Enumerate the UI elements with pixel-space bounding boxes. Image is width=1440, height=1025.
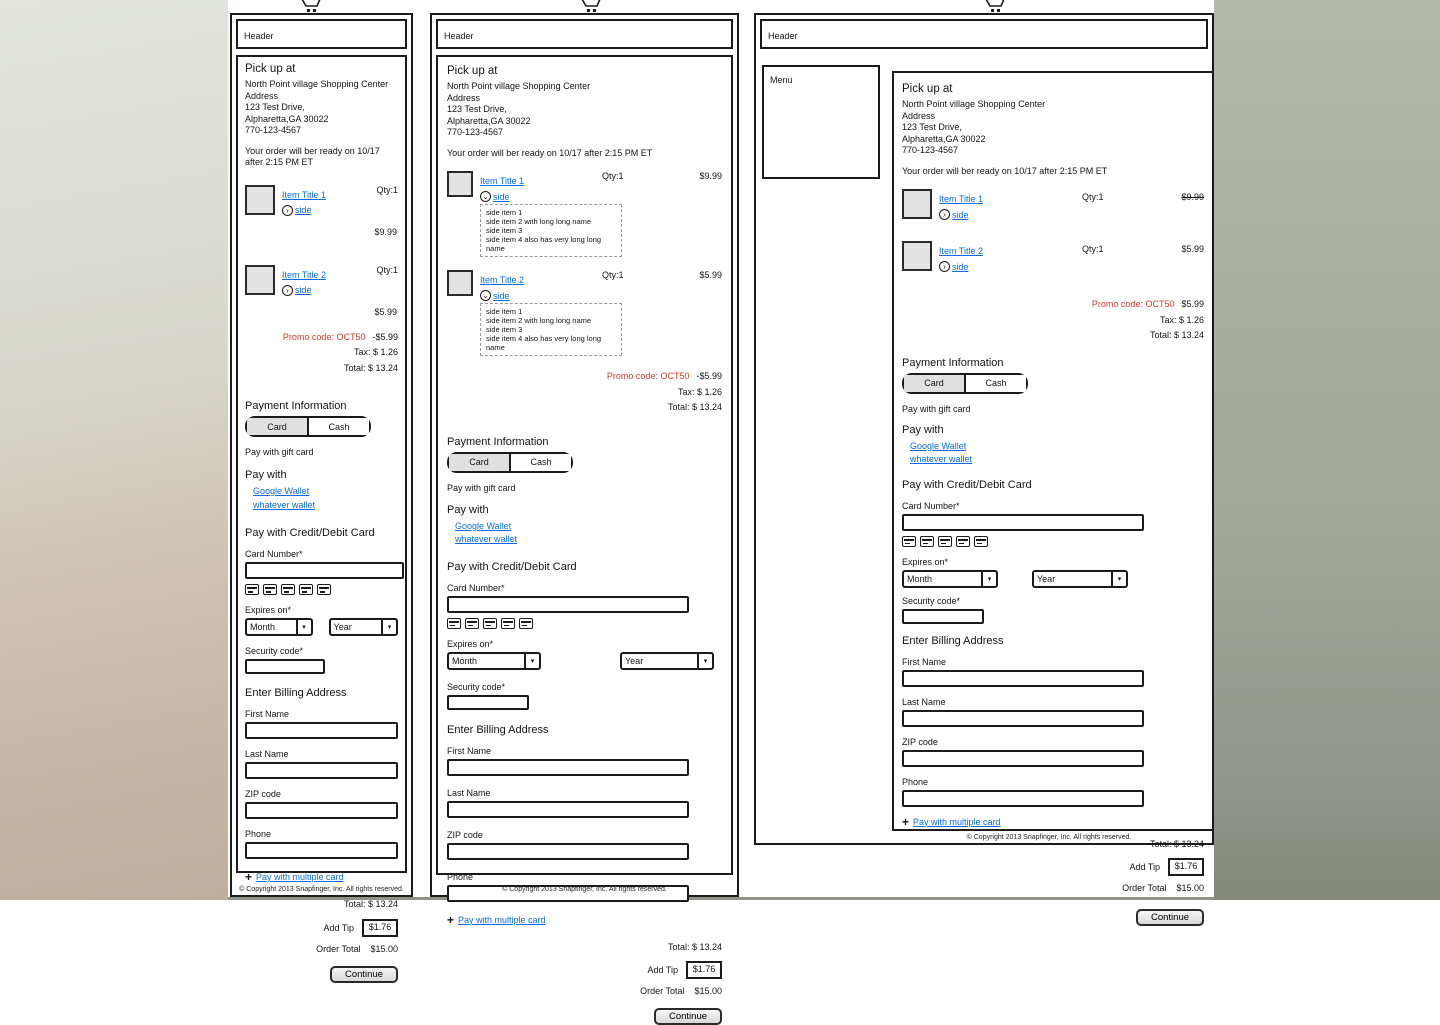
side-item: side item 3 [486,226,523,235]
credit-card-icon [902,536,916,547]
city-state-zip: Alpharetta,GA 30022 [447,115,531,126]
item-title-link[interactable]: Item Title 1 [282,189,327,200]
expand-side-icon[interactable]: › [282,205,293,216]
zip-label: ZIP code [245,789,281,799]
security-code-input[interactable] [902,609,984,624]
credit-card-icon [299,584,313,595]
item-price-struck: $9.99 [1181,192,1204,202]
billing-heading: Enter Billing Address [245,687,347,699]
zip-label: ZIP code [902,736,938,747]
year-select[interactable]: Year ▾ [329,618,398,636]
credit-card-icon [501,618,515,629]
order-total-label: Order Total [1122,883,1167,893]
credit-card-icon [938,536,952,547]
header-bar [436,19,733,49]
promo-code-label: Promo code: OCT50 [606,371,690,381]
phone-input[interactable] [902,790,1144,807]
credit-card-icon [465,618,479,629]
address-label: Address [902,110,936,121]
zip-label: ZIP code [447,829,483,840]
street: 123 Test Drive, [245,102,305,112]
wallet-link-google[interactable]: Google Wallet [253,486,310,496]
phone-label: Phone [447,871,474,882]
tax-line: Tax: $ 1.26 [353,347,398,357]
wallet-link-other[interactable]: whatever wallet [910,454,973,464]
item-title-link[interactable]: Item Title 2 [939,246,984,256]
last-name-label: Last Name [902,696,946,707]
payment-method-toggle [245,416,371,437]
header-bar [760,19,1208,49]
credit-card-icon [447,618,461,629]
street: 123 Test Drive, [902,122,962,132]
pickup-title: Pick up at [902,83,953,95]
plus-icon: + [902,814,910,829]
desktop-checkout-wireframe [754,13,1214,923]
summary-total: Total: $ 13.24 [343,899,398,909]
order-total-value: $15.00 [694,986,722,996]
city-state-zip: Alpharetta,GA 30022 [245,113,329,124]
item-price: $5.99 [374,306,397,317]
card-number-label: Card Number* [902,500,960,511]
tip-input[interactable]: $1.76 [362,919,398,937]
item-qty: Qty:1 [376,184,398,195]
item-price: $5.99 [1181,244,1204,254]
dropdown-arrow-icon: ▾ [697,654,712,668]
pay-multiple-card-link[interactable]: Pay with multiple card [256,872,344,882]
billing-heading: Enter Billing Address [447,723,549,736]
payment-heading: Payment Information [245,400,347,412]
year-select[interactable]: Year ▾ [620,652,714,670]
payment-heading: Payment Information [447,435,549,448]
item-qty: Qty:1 [602,171,624,181]
pay-multiple-card-link[interactable]: Pay with multiple card [913,816,1001,827]
store-name: North Point village Shopping Center [245,79,389,89]
credit-card-icon [281,584,295,595]
expand-side-icon[interactable]: › [282,285,293,296]
last-name-input[interactable] [902,710,1144,727]
header-bar [236,19,407,49]
mobile-checkout-wireframe [230,13,413,980]
item-price: $9.99 [699,171,722,181]
side-item: side item 2 with long long name [486,316,592,325]
side-items-list [480,204,622,257]
order-total-value: $15.00 [1176,883,1204,893]
ready-time-text: Your order will ber ready on 10/17 after 2:15 PM ET [447,147,653,158]
security-code-input[interactable] [447,695,529,710]
total-line: Total: $ 13.24 [1149,330,1204,340]
expires-label: Expires on* [245,605,292,615]
address-label: Address [245,90,279,101]
collapse-side-icon[interactable]: ⌄ [480,191,491,202]
item-thumbnail [245,265,275,295]
total-line: Total: $ 13.24 [667,402,722,412]
pay-with-heading: Pay with [902,423,944,436]
street: 123 Test Drive, [447,104,507,114]
dropdown-arrow-icon: ▾ [524,654,539,668]
pay-with-heading: Pay with [447,503,489,516]
city-state-zip: Alpharetta,GA 30022 [902,133,986,144]
security-code-label: Security code* [245,646,304,656]
item-title-link[interactable]: Item Title 2 [480,275,525,285]
side-item: side item 1 [486,208,523,217]
header-label: Header [768,31,798,41]
item-thumbnail [447,270,473,296]
first-name-input[interactable] [245,722,398,739]
payment-method-toggle [447,452,573,473]
item-thumbnail [902,189,932,219]
cart-icon [984,0,1006,14]
item-price: $9.99 [374,226,397,237]
side-item: side item 4 also has very long long name [486,334,602,352]
plus-icon: + [447,912,455,927]
tab-cash[interactable]: Cash [309,418,369,435]
header-label: Header [444,31,474,41]
menu-label: Menu [770,75,793,85]
tab-card[interactable]: Card [904,375,966,392]
continue-button[interactable]: Continue [330,966,398,983]
dropdown-arrow-icon: ▾ [381,620,396,634]
security-code-label: Security code* [447,681,506,692]
card-number-input[interactable] [245,562,404,579]
ready-time-text: Your order will ber ready on 10/17 after 2:15 PM ET [902,165,1108,176]
billing-heading: Enter Billing Address [902,634,1004,647]
credit-card-icon [317,584,331,595]
total-line: Total: $ 13.24 [343,362,398,373]
credit-card-icon [519,618,533,629]
wallet-link-google[interactable]: Google Wallet [455,520,512,531]
pay-with-heading: Pay with [245,469,287,481]
copyright: © Copyright 2013 Snapfinger, Inc. All rights reserved. [966,834,1132,841]
promo-amount: $5.99 [1181,299,1204,309]
side-link[interactable]: side [493,290,510,301]
order-total-label: Order Total [640,986,685,996]
credit-card-icon [263,584,277,595]
add-tip-label: Add Tip [323,922,354,933]
zip-input[interactable] [447,843,689,860]
expires-label: Expires on* [447,638,494,649]
store-name: North Point village Shopping Center [902,99,1046,109]
side-item: side item 4 also has very long long name [486,235,602,253]
store-phone: 770-123-4567 [447,127,504,137]
first-name-input[interactable] [447,759,689,776]
dropdown-arrow-icon: ▾ [296,620,311,634]
last-name-input[interactable] [245,762,398,779]
side-item: side item 1 [486,307,523,316]
side-link[interactable]: side [952,209,969,220]
side-link[interactable]: side [952,261,969,272]
pay-multiple-card-link[interactable]: Pay with multiple card [458,914,546,925]
month-select[interactable]: Month ▾ [447,652,541,670]
add-tip-label: Add Tip [647,965,678,975]
card-number-input[interactable] [902,514,1144,531]
security-code-input[interactable] [245,659,325,674]
store-name: North Point village Shopping Center [447,81,591,91]
phone-label: Phone [245,829,272,839]
credit-card-heading: Pay with Credit/Debit Card [447,560,577,573]
expand-side-icon[interactable]: › [939,261,950,272]
month-select[interactable]: Month ▾ [902,570,998,588]
side-item: side item 2 with long long name [486,217,592,226]
dropdown-arrow-icon: ▾ [981,572,996,586]
tab-cash[interactable]: Cash [966,375,1026,392]
copyright: © Copyright 2013 Snapfinger, Inc. All rights reserved. [239,886,404,893]
cart-icon [580,0,602,14]
order-total-value: $15.00 [370,943,398,954]
side-link[interactable]: side [295,205,312,215]
month-select[interactable]: Month ▾ [245,618,313,636]
cart-icon [300,0,322,14]
phone-label: Phone [902,776,929,787]
first-name-label: First Name [245,709,290,719]
store-phone: 770-123-4567 [902,145,959,155]
credit-card-icon [956,536,970,547]
background-left [0,0,228,900]
tab-card[interactable]: Card [247,418,309,435]
side-link[interactable]: side [493,191,510,202]
item-title-link[interactable]: Item Title 1 [939,194,984,204]
last-name-input[interactable] [447,801,689,818]
address-label: Address [447,92,481,103]
side-items-list [480,303,622,356]
tax-line: Tax: $ 1.26 [677,386,722,397]
continue-button[interactable]: Continue [654,1008,722,1025]
card-number-input[interactable] [447,596,689,613]
item-title-link[interactable]: Item Title 1 [480,176,525,186]
first-name-label: First Name [902,656,947,667]
item-thumbnail [902,241,932,271]
pickup-title: Pick up at [447,65,498,77]
zip-input[interactable] [245,802,398,819]
store-phone: 770-123-4567 [245,125,302,135]
background-right [1214,0,1440,900]
credit-card-icon [245,584,259,595]
plus-icon: + [245,870,253,884]
payment-heading: Payment Information [902,356,1004,369]
promo-code-label: Promo code: OCT50 [282,331,366,342]
summary-total: Total: $ 13.24 [1149,838,1204,849]
last-name-label: Last Name [447,787,491,798]
expires-label: Expires on* [902,556,949,567]
item-thumbnail [447,171,473,197]
card-number-label: Card Number* [245,549,303,559]
first-name-input[interactable] [902,670,1144,687]
side-link[interactable]: side [295,285,312,295]
card-number-label: Card Number* [447,582,505,593]
ready-time-text: Your order will ber ready on 10/17 after 2:15 PM ET [245,145,380,167]
credit-card-heading: Pay with Credit/Debit Card [902,478,1032,491]
security-code-label: Security code* [902,595,961,606]
tab-card[interactable]: Card [449,454,511,471]
menu-panel [762,65,880,179]
order-total-label: Order Total [316,943,361,954]
copyright: © Copyright 2013 Snapfinger, Inc. All rights reserved. [502,886,667,893]
promo-amount: -$5.99 [696,371,722,381]
wallet-link-other[interactable]: whatever wallet [455,534,518,544]
item-qty: Qty:1 [376,264,398,275]
item-title-link[interactable]: Item Title 2 [282,269,327,280]
tax-line: Tax: $ 1.26 [1159,314,1204,325]
summary-total: Total: $ 13.24 [667,941,722,952]
tip-input[interactable]: $1.76 [686,961,722,979]
gift-card-text: Pay with gift card [447,482,516,493]
year-select[interactable]: Year ▾ [1032,570,1128,588]
last-name-label: Last Name [245,749,289,759]
item-price: $5.99 [699,270,722,280]
tablet-checkout-wireframe [430,13,739,1022]
tip-input[interactable]: $1.76 [1168,858,1204,876]
credit-card-icon [483,618,497,629]
header-label: Header [244,31,274,41]
side-item: side item 3 [486,325,523,334]
dropdown-arrow-icon: ▾ [1111,572,1126,586]
add-tip-label: Add Tip [1129,862,1160,872]
item-qty: Qty:1 [1082,192,1104,202]
gift-card-text: Pay with gift card [902,403,971,414]
item-thumbnail [245,185,275,215]
payment-method-toggle [902,373,1028,394]
continue-button[interactable]: Continue [1136,909,1204,926]
credit-card-heading: Pay with Credit/Debit Card [245,527,375,539]
item-qty: Qty:1 [1082,244,1104,254]
collapse-side-icon[interactable]: ⌄ [480,290,491,301]
credit-card-icon [920,536,934,547]
credit-card-icon [974,536,988,547]
wallet-link-other[interactable]: whatever wallet [253,499,316,510]
item-qty: Qty:1 [602,270,624,280]
promo-code-label: Promo code: OCT50 [1091,299,1175,309]
tab-cash[interactable]: Cash [511,454,571,471]
pickup-title: Pick up at [245,63,296,75]
expand-side-icon[interactable]: › [939,209,950,220]
phone-input[interactable] [245,842,398,859]
gift-card-text: Pay with gift card [245,447,314,457]
promo-amount: -$5.99 [372,331,398,342]
zip-input[interactable] [902,750,1144,767]
first-name-label: First Name [447,745,492,756]
wallet-link-google[interactable]: Google Wallet [910,440,967,451]
